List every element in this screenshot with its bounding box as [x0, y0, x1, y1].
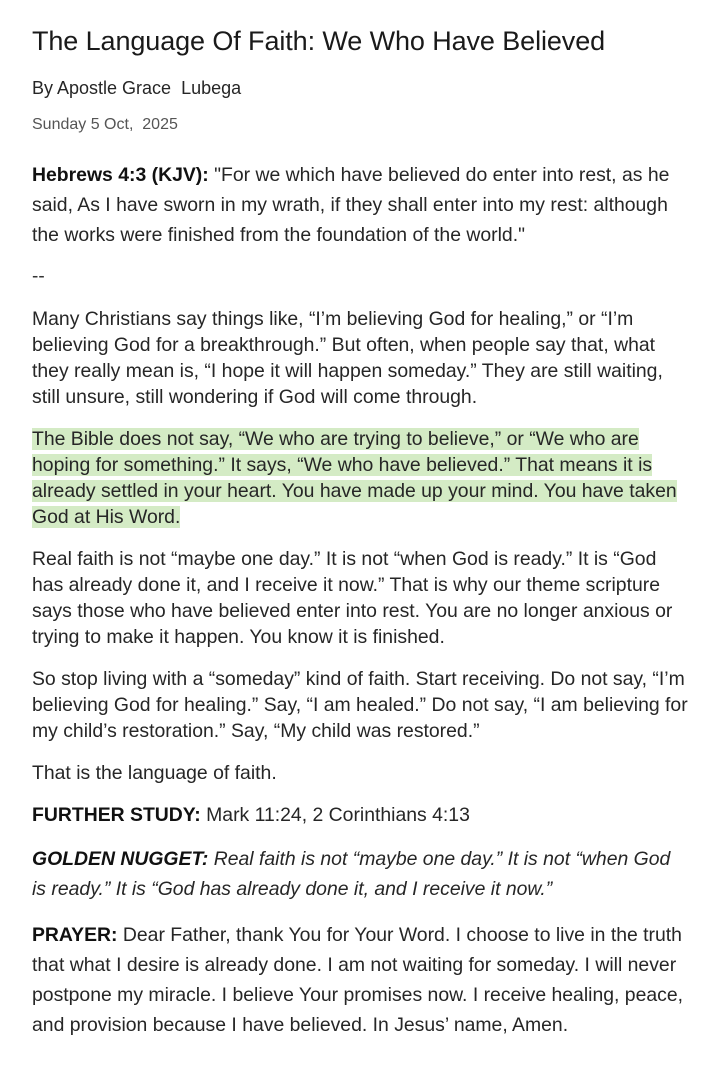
- golden-nugget-label: GOLDEN NUGGET:: [32, 848, 209, 870]
- highlighted-text: The Bible does not say, “We who are trying to believe,” or “We who are hoping for something.” It says, “We who have believed.” That means it is already settled in your heart. You have made up your mind. You have taken God at His Word.: [32, 428, 677, 528]
- scripture-text: "For we which have believed do enter into rest, as he said, As I have sworn in my wrath, if they shall enter into my rest: although the works were finished from the foundation of the world.": [32, 164, 670, 246]
- article-title: The Language Of Faith: We Who Have Believed: [32, 26, 606, 56]
- section-separator: --: [32, 266, 45, 287]
- golden-nugget-text: Real faith is not “maybe one day.” It is not “when God is ready.” It is “God has already done it, and I receive it now.”: [32, 848, 671, 900]
- scripture-reference: Hebrews 4:3 (KJV):: [32, 164, 209, 186]
- highlighted-paragraph: [32, 426, 688, 530]
- paragraph-5: That is the language of faith.: [32, 762, 277, 784]
- prayer-text: Dear Father, thank You for Your Word. I choose to live in the truth that what I desire is already done. I am not waiting for someday. I will never postpone my miracle. I believe Your promises now. I receive healing, peace, and provision because I have believed. In Jesus’ name, Amen.: [32, 924, 684, 1036]
- further-study: [32, 802, 688, 828]
- paragraph-1: Many Christians say things like, “I’m believing God for healing,” or “I’m believing God for a breakthrough.” But often, when people say that, what they really mean is, “I hope it will happen someday.” They are still waiting, still unsure, still wondering if God will come through.: [32, 308, 663, 408]
- theme-scripture: [32, 160, 688, 250]
- paragraph-4: So stop living with a “someday” kind of faith. Start receiving. Do not say, “I’m believing God for healing.” Say, “I am healed.” Do not say, “I am believing for my child’s restoration.” Say, “My child was restored.”: [32, 668, 688, 742]
- paragraph-3: Real faith is not “maybe one day.” It is not “when God is ready.” It is “God has already done it, and I receive it now.” That is why our theme scripture says those who have believed enter into rest. You are no longer anxious or trying to make it happen. You know it is finished.: [32, 548, 673, 648]
- golden-nugget: [32, 844, 688, 904]
- article-date: Sunday 5 Oct, 2025: [32, 116, 178, 133]
- prayer: [32, 920, 688, 1040]
- further-study-label: FURTHER STUDY:: [32, 804, 201, 826]
- article-author: By Apostle Grace Lubega: [32, 78, 242, 98]
- further-study-text: Mark 11:24, 2 Corinthians 4:13: [200, 804, 470, 826]
- prayer-label: PRAYER:: [32, 924, 118, 946]
